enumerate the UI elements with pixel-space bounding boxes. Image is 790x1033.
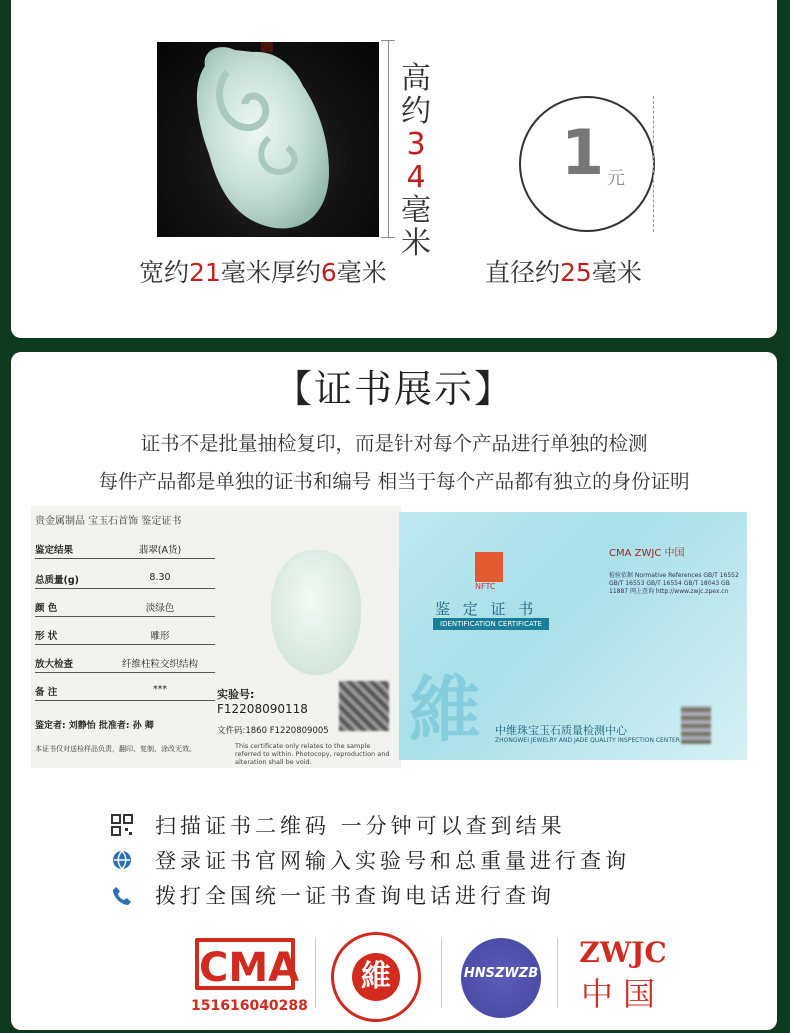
cma-number: 151616040288 bbox=[191, 998, 308, 1014]
nftc-logo-icon bbox=[475, 552, 503, 582]
ruler-tick-top bbox=[381, 40, 395, 41]
qr-code-icon bbox=[111, 814, 133, 836]
ruler-tick-bottom bbox=[381, 237, 395, 238]
zwjc-logo bbox=[573, 936, 673, 1015]
lab-number-value: F12208090118 bbox=[217, 702, 308, 716]
jade-pendant-image bbox=[157, 42, 379, 237]
width-prefix: 宽约 bbox=[139, 258, 190, 287]
info-text: 登录证书官网输入实验号和总重量进行查询 bbox=[155, 849, 630, 873]
info-text: 拨打全国统一证书查询电话进行查询 bbox=[155, 884, 555, 908]
info-text: 扫描证书二维码 一分钟可以查到结果 bbox=[155, 814, 566, 838]
row-key: 放大检查 bbox=[35, 659, 74, 670]
cma-logo bbox=[191, 938, 308, 1020]
certificate-note: 本证书仅对送检样品负责，翻印、复制、涂改无效。 bbox=[35, 745, 196, 753]
certification-logos bbox=[191, 932, 671, 1022]
certificate-row bbox=[35, 624, 215, 645]
row-value: *** bbox=[152, 684, 168, 695]
certificate-row bbox=[35, 652, 215, 673]
coin-ruler bbox=[653, 96, 655, 232]
diameter-unit: 毫米 bbox=[591, 258, 642, 287]
inspection-center-name-en: ZHONGWEI JEWELRY AND JADE QUALITY INSPECTION CENTER bbox=[495, 737, 680, 744]
nftc-label: NFTC bbox=[475, 582, 496, 591]
cover-logos: CMA ZWJC 中国 bbox=[609, 548, 685, 559]
zwjc-text: ZWJC bbox=[579, 936, 667, 969]
jade-pendant-photo bbox=[157, 42, 379, 237]
lab-number-label: 实验号: bbox=[217, 688, 255, 701]
seal-char: 維 bbox=[352, 953, 400, 1001]
description-line-2: 每件产品都是单独的证书和编号 相当于每个产品都有独立的身份证明 bbox=[98, 470, 690, 493]
file-number: 文件码:1860 F1220809005 bbox=[217, 726, 329, 736]
coin-unit: 元 bbox=[607, 168, 625, 189]
certificate-english-note: This certificate only relates to the sample referred to within. Photocopy, reproduction and alteration shall be void. bbox=[235, 742, 390, 766]
certificate-table bbox=[35, 512, 215, 760]
cma-text: CMA bbox=[195, 938, 295, 990]
coin-number: 1 bbox=[561, 116, 605, 189]
row-key: 形 状 bbox=[35, 631, 58, 642]
zwjc-cn: 中国 bbox=[580, 975, 665, 1013]
diameter-value: 25 bbox=[560, 258, 592, 287]
certificate-panel bbox=[11, 352, 777, 1030]
coin-circle bbox=[519, 96, 655, 232]
logo-divider bbox=[441, 938, 442, 1008]
width-thickness-label bbox=[139, 253, 387, 289]
cover-qr-code bbox=[681, 706, 711, 744]
thickness-unit: 毫米 bbox=[336, 258, 387, 287]
globe-icon bbox=[111, 849, 133, 871]
row-value: 雕形 bbox=[150, 631, 170, 642]
certificate-jade-photo bbox=[271, 550, 361, 675]
height-value-digit: 4 bbox=[406, 160, 426, 195]
height-label bbox=[399, 62, 433, 260]
description-line-1: 证书不是批量抽检复印，而是针对每个产品进行单独的检测 bbox=[140, 432, 648, 455]
certificate-row bbox=[35, 568, 215, 589]
certificate-front bbox=[31, 506, 401, 768]
width-unit: 毫米厚约 bbox=[220, 258, 321, 287]
cover-title: 鉴 定 证 书 bbox=[435, 600, 538, 618]
diameter-prefix: 直径约 bbox=[485, 258, 561, 287]
row-key: 总质量(g) bbox=[35, 575, 79, 586]
height-ruler bbox=[388, 40, 389, 238]
certificate-row bbox=[35, 680, 215, 701]
logo-divider bbox=[557, 938, 558, 1008]
hnszwzb-logo bbox=[461, 938, 541, 1018]
height-label-char: 高 bbox=[401, 61, 431, 96]
cover-watermark-char: 維 bbox=[409, 668, 482, 752]
inspection-center-name: 中维珠宝玉石质量检测中心 bbox=[495, 724, 627, 737]
row-key: 颜 色 bbox=[35, 603, 58, 614]
thickness-value: 6 bbox=[320, 258, 337, 287]
width-value: 21 bbox=[189, 258, 221, 287]
certificate-row bbox=[35, 538, 215, 559]
phone-icon bbox=[111, 884, 133, 906]
logo-divider bbox=[315, 938, 316, 1008]
height-label-char: 毫 bbox=[401, 193, 431, 228]
row-value: 翡翠(A货) bbox=[138, 545, 182, 556]
cover-references: 检验依据 Normative References GB/T 16552 GB/T 16553 GB/T 16554 GB/T 18043 GB 11887 网上查询 http://www.zwjc.zpex.cn bbox=[609, 572, 739, 595]
row-value: 淡绿色 bbox=[145, 603, 175, 614]
height-label-char: 约 bbox=[401, 94, 431, 129]
diameter-label bbox=[485, 253, 642, 289]
row-value: 8.30 bbox=[149, 572, 171, 583]
height-value-digit: 3 bbox=[406, 127, 426, 162]
row-key: 鉴定结果 bbox=[35, 545, 74, 556]
row-key: 备 注 bbox=[35, 687, 58, 698]
section-title: 【证书展示】 bbox=[273, 367, 514, 411]
certificate-row bbox=[35, 596, 215, 617]
cover-banner: IDENTIFICATION CERTIFICATE bbox=[433, 618, 549, 630]
height-label-char: 米 bbox=[401, 226, 431, 261]
certificate-cover bbox=[399, 512, 747, 760]
row-value: 纤维柱粒交织结构 bbox=[121, 659, 198, 670]
certificate-signature: 鉴定者: 刘静怡 批准者: 孙 卿 bbox=[35, 721, 154, 731]
size-panel bbox=[11, 0, 777, 338]
certificate-header: 贵金属制品 宝玉石首饰 鉴定证书 bbox=[35, 516, 182, 527]
zhongwei-seal-logo bbox=[331, 932, 421, 1022]
certificate-qr-code bbox=[339, 681, 389, 731]
hnszwzb-text: HNSZWZB bbox=[463, 966, 539, 981]
